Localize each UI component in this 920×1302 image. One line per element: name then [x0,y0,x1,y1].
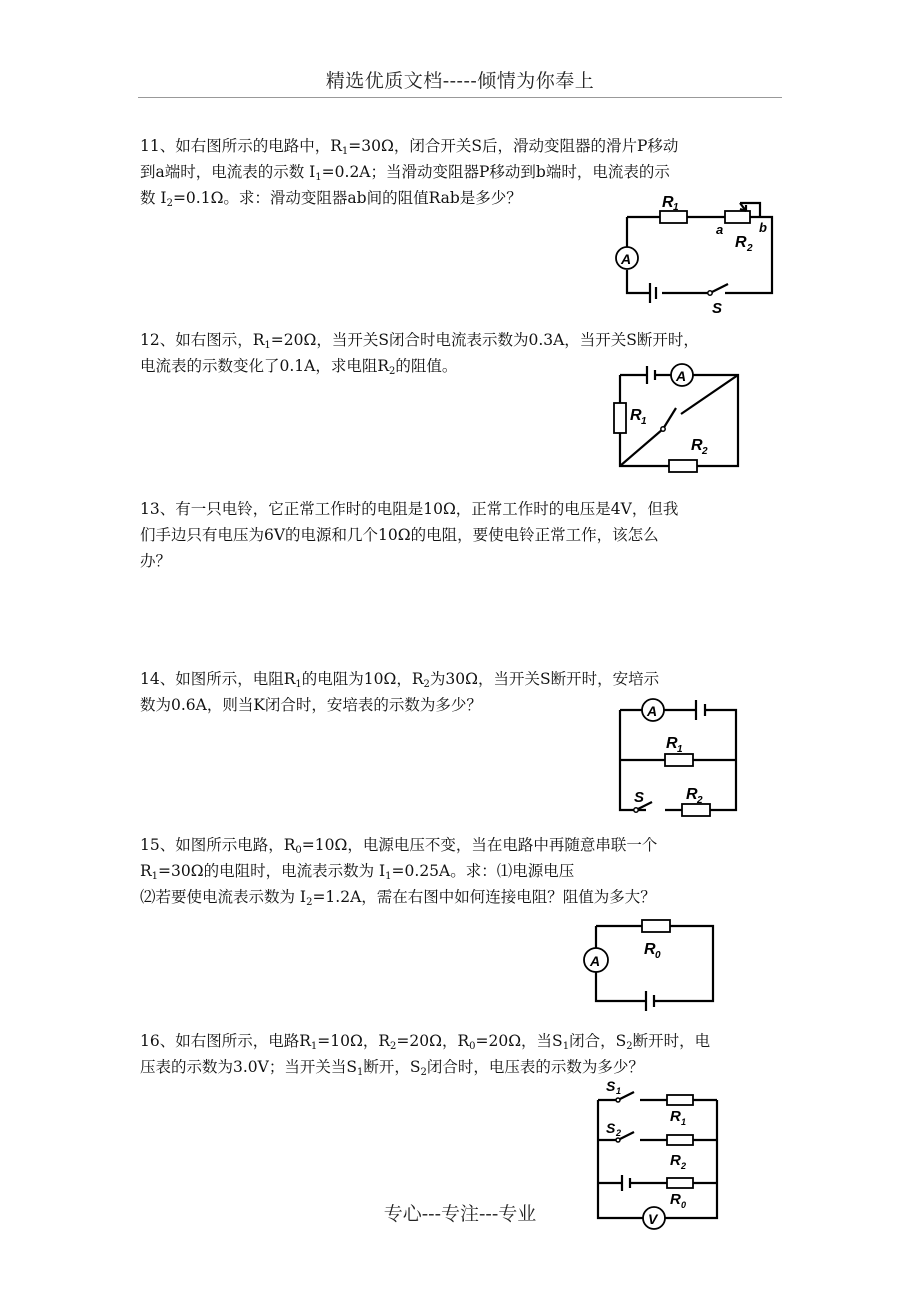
svg-text:R: R [670,1108,681,1125]
circuit-diagram-12 [605,358,750,473]
svg-text:R: R [666,735,678,752]
rheostat-r2 [725,211,750,223]
resistor-r1 [665,754,693,766]
resistor-r2 [669,460,697,472]
svg-text:S: S [634,789,645,806]
svg-text:2: 2 [697,795,703,806]
resistor-r0 [642,920,670,932]
question-14: 14、如图所示，电阻$R_1$的电阻为10Ω，$R_2$为30Ω，当开关S断开时，安培示 数为0.6A，则当K闭合时，安培表的示数为多少？ [140,670,660,714]
svg-text:R: R [686,786,698,803]
svg-text:S: S [712,300,723,317]
svg-text:0: 0 [681,1200,687,1210]
svg-text:2: 2 [616,1128,622,1138]
svg-text:b: b [759,220,767,235]
svg-text:2: 2 [681,1161,687,1171]
question-13: 13、有一只电铃，它正常工作时的电阻是10Ω，正常工作时的电压是4V，但我 们手边只有电压为6V的电源和几个10Ω的电阻，要使电铃正常工作，该怎么 办？ [140,500,679,570]
svg-text:0: 0 [655,950,661,961]
svg-text:1: 1 [673,202,679,213]
resistor-r0 [667,1178,693,1188]
svg-text:S: S [606,1078,616,1094]
svg-text:1: 1 [677,744,683,755]
switch-s [710,284,728,293]
svg-text:1: 1 [681,1117,687,1127]
header-rule [138,97,782,98]
svg-text:1: 1 [641,416,647,427]
resistor-r2 [682,804,710,816]
svg-text:2: 2 [702,446,708,457]
resistor-r2 [667,1135,693,1145]
circuit-diagram-11 [600,185,790,315]
circuit-diagram-15 [582,918,722,1008]
question-15: 15、如图所示电路，$R_0=10\Omega$，电源电压不变，当在电路中再随意串联一个 $R_1=30\Omega$的电阻时，电流表示数为 $I_1=0.25A$。求：⑴电源电压 ⑵若要使电流表示数为 $I_2=1.2A$，需在右图中如何连接电阻？阻值为多大？ [140,836,658,908]
svg-text:S: S [606,1120,616,1136]
resistor-r1 [614,403,626,433]
svg-text:R: R [670,1191,681,1208]
svg-text:R: R [735,234,747,251]
svg-text:R: R [691,437,703,454]
page-footer: 专心---专注---专业 [383,1203,537,1225]
svg-text:R: R [644,941,656,958]
resistor-r1 [667,1095,693,1105]
switch-s [663,408,676,429]
svg-text:2: 2 [747,243,753,254]
svg-text:A: A [590,953,601,969]
svg-text:A: A [621,251,632,267]
svg-text:A: A [676,368,687,384]
circuit-diagram-14 [610,695,745,820]
svg-text:R: R [630,407,642,424]
svg-text:A: A [647,703,658,719]
svg-text:R: R [662,194,674,211]
question-12: 12、如右图示，$R_1=20\Omega$，当开关S闭合时电流表示数为0.3A，当开关S断开时， 电流表的示数变化了0.1A，求电阻$R_2$的阻值。 [140,331,699,377]
question-16: 16、如右图所示，电路$R_1=10\Omega$，$R_2=20\Omega$，$R_0=20\Omega$，当$S_1$闭合，$S_2$断开时，电 压表的示数为3.0V；当开关当$S_1$断开，$S_2$闭合时，电压表的示数为多少？ [140,1032,711,1078]
page-header: 精选优质文档-----倾情为你奉上 [325,70,595,92]
svg-text:V: V [648,1211,658,1227]
svg-text:R: R [670,1152,681,1169]
svg-text:a: a [716,222,724,237]
svg-text:1: 1 [616,1086,622,1096]
question-11: 11、如右图所示的电路中，$R_1=30\Omega$，闭合开关S后，滑动变阻器的滑片P移动 到a端时，电流表的示数 $I_1=0.2A$；当滑动变阻器P移动到b端时，电流表的示 数 $I_2=0.1\Omega$。求：滑动变阻器ab间的阻值Rab是多少？ [140,137,679,209]
